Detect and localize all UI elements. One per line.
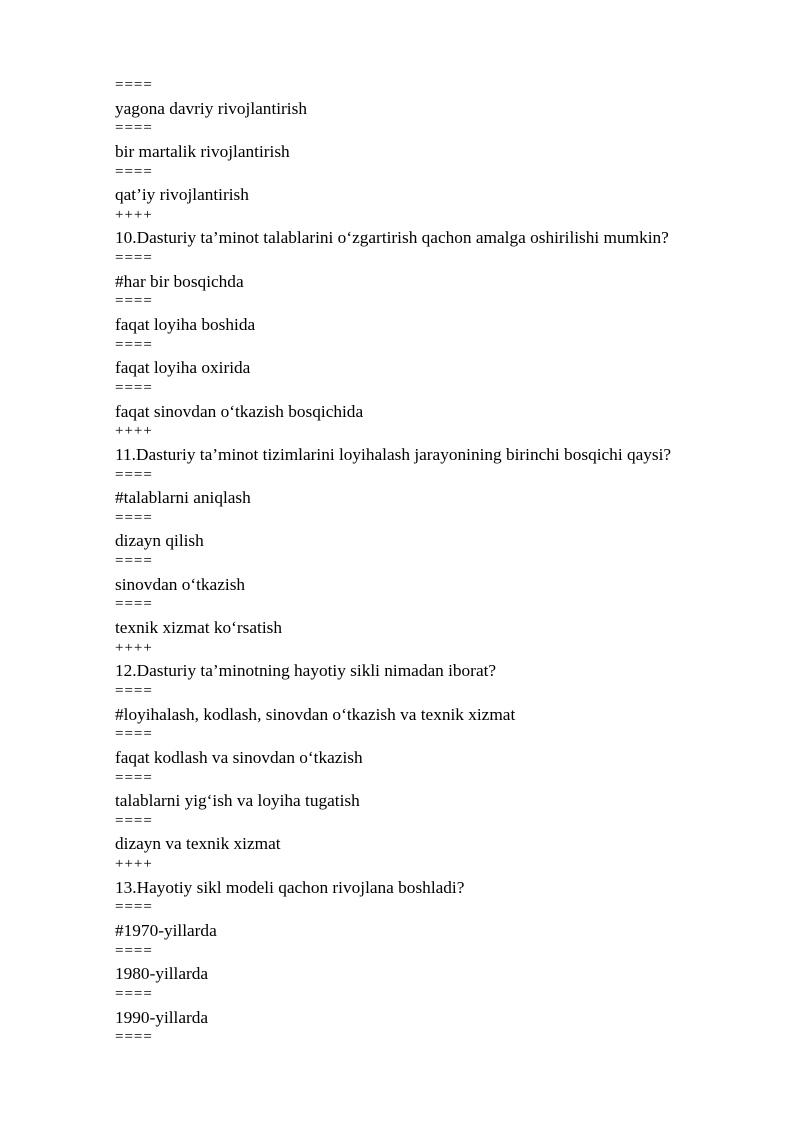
separator-line: ==== [115, 250, 153, 267]
separator-line: ==== [115, 379, 153, 396]
separator-line: ==== [115, 336, 153, 353]
text-line: #har bir bosqichda [115, 271, 244, 291]
text-line: 1990-yillarda [115, 1007, 209, 1027]
separator-line: ==== [115, 293, 153, 310]
separator-line: ==== [115, 509, 153, 526]
text-line: 10.Dasturiy ta’minot talablarini o‘zgartirish qachon amalga oshirilishi mumkin? [115, 228, 669, 248]
text-line: qat’iy rivojlantirish [115, 185, 249, 205]
text-line: sinovdan o‘tkazish [115, 574, 246, 594]
separator-line: ==== [115, 985, 153, 1002]
text-line: faqat loyiha boshida [115, 315, 256, 335]
text-line: talablarni yig‘ish va loyiha tugatish [115, 791, 360, 811]
separator-line: ==== [115, 120, 153, 137]
separator-line: ==== [115, 163, 153, 180]
text-line: 12.Dasturiy ta’minotning hayotiy sikli nimadan iborat? [115, 661, 497, 681]
separator-line: ==== [115, 596, 153, 613]
separator-line: ==== [115, 77, 153, 93]
separator-line: ++++ [115, 206, 153, 223]
separator-line: ++++ [115, 639, 153, 656]
separator-line: ==== [115, 769, 153, 786]
separator-line: ==== [115, 682, 153, 699]
separator-line: ++++ [115, 856, 153, 873]
text-line: dizayn va texnik xizmat [115, 834, 281, 854]
text-line: 1980-yillarda [115, 964, 209, 984]
text-line: 11.Dasturiy ta’minot tizimlarini loyihalash jarayonining birinchi bosqichi qaysi? [115, 444, 672, 464]
text-line: yagona davriy rivojlantirish [115, 98, 307, 118]
separator-line: ==== [115, 553, 153, 570]
separator-line: ++++ [115, 423, 153, 440]
text-line: texnik xizmat ko‘rsatish [115, 618, 283, 638]
text-line: faqat kodlash va sinovdan o‘tkazish [115, 747, 363, 767]
text-line: 13.Hayotiy sikl modeli qachon rivojlana boshladi? [115, 877, 465, 897]
separator-line: ==== [115, 812, 153, 829]
text-line: bir martalik rivojlantirish [115, 141, 290, 161]
separator-line: ==== [115, 942, 153, 959]
text-line: faqat loyiha oxirida [115, 358, 251, 378]
text-line: #1970-yillarda [115, 920, 217, 940]
text-line: dizayn qilish [115, 531, 204, 551]
text-line: faqat sinovdan o‘tkazish bosqichida [115, 401, 364, 421]
separator-line: ==== [115, 726, 153, 743]
separator-line: ==== [115, 1029, 153, 1046]
document-body [115, 76, 775, 1050]
separator-line: ==== [115, 899, 153, 916]
separator-line: ==== [115, 466, 153, 483]
text-line: #loyihalash, kodlash, sinovdan o‘tkazish va texnik xizmat [115, 704, 516, 724]
text-line: #talablarni aniqlash [115, 488, 251, 508]
